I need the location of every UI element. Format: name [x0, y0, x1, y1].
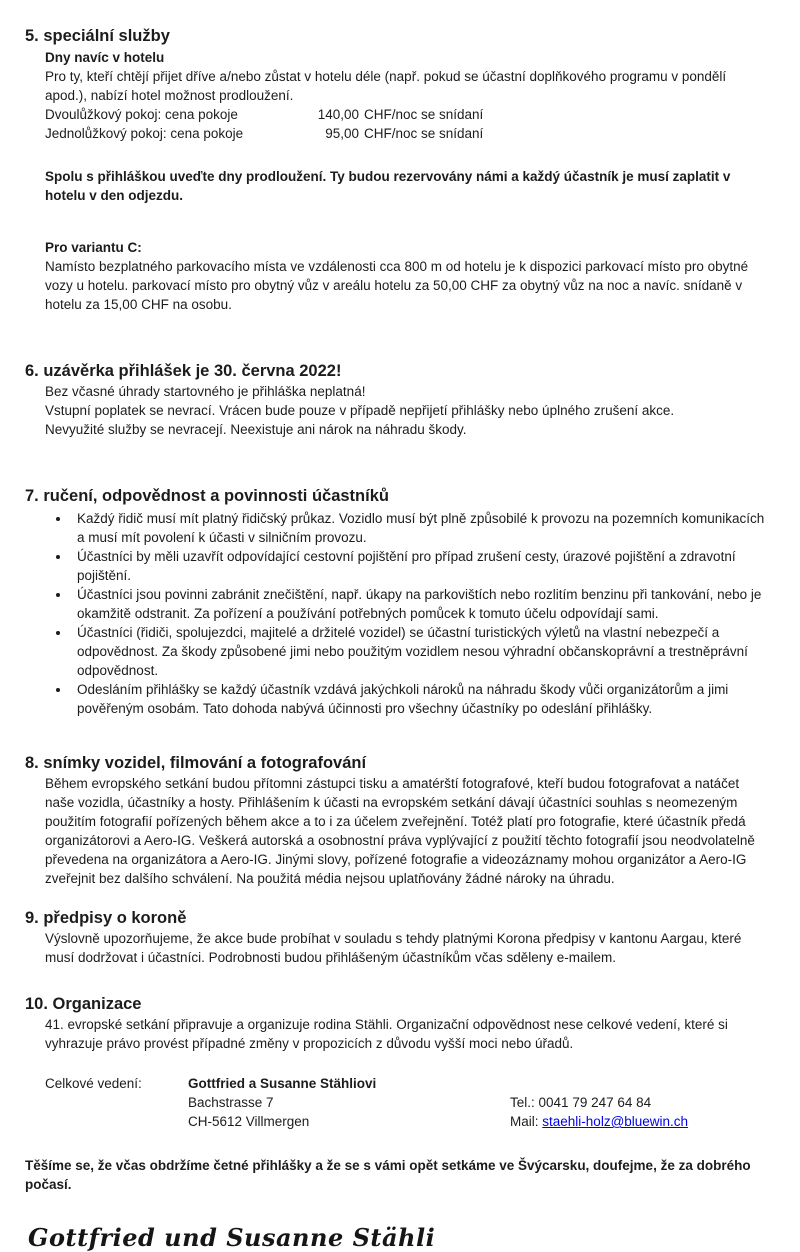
- tel-value: 0041 79 247 64 84: [538, 1095, 652, 1110]
- section-5-subheading: Dny navíc v hotelu: [45, 50, 165, 65]
- price-label: Dvoulůžkový pokoj: cena pokoje: [45, 107, 238, 122]
- mail-label: Mail:: [510, 1114, 539, 1129]
- contact-label: Celkové vedení:: [45, 1076, 142, 1091]
- section-9-heading: 9. předpisy o koroně: [25, 909, 187, 927]
- section-8: [25, 753, 770, 888]
- bullet-item: • Odesláním přihlášky se každý účastník vzdává jakýchkoli nároků na náhradu škody vůči organizátorům a jimi pověřeným osobám. Tato dohoda nabývá účinnosti pro všechny účastníky po odeslání přihlášky.: [71, 680, 770, 718]
- section-6: [25, 361, 770, 439]
- contact-address: [188, 1074, 510, 1131]
- section-5-heading: 5. speciální služby: [25, 27, 170, 45]
- section-6-line: Nevyužité služby se nevracejí. Neexistuje ani nárok na náhradu škody.: [45, 422, 467, 437]
- price-amount: 95,00: [325, 126, 359, 141]
- section-7: [25, 486, 770, 718]
- price-row-single: [45, 124, 770, 143]
- email-link[interactable]: staehli-holz@bluewin.ch: [542, 1114, 689, 1129]
- variant-c-text: Namísto bezplatného parkovacího místa ve vzdálenosti cca 800 m od hotelu je k dispozici parkovací místo pro obytné vozy u hotelu. parkovací místo pro obytný vůz v areálu hotelu za 50,00 CHF za obytný vůz na noc a navíc. snídaně v hotelu za 15,00 CHF na osobu.: [45, 259, 749, 312]
- section-6-line: Vstupní poplatek se nevrací. Vrácen bude pouze v případě nepřijetí přihlášky nebo úplného zrušení akce.: [45, 403, 675, 418]
- section-10-text: 41. evropské setkání připravuje a organizuje rodina Stähli. Organizační odpovědnost nese celkové vedení, které si vyhrazuje právo provést případné změny v propozicích z důvodu vyšší moci nebo úřadů.: [45, 1017, 728, 1051]
- contact-block: [45, 1074, 770, 1131]
- price-row-double: [45, 105, 770, 124]
- contact-phone-email: [510, 1074, 770, 1131]
- section-10: [25, 994, 770, 1131]
- price-unit: CHF/noc se snídaní: [364, 107, 484, 122]
- section-6-line: Bez včasné úhrady startovného je přihláška neplatná!: [45, 384, 366, 399]
- section-8-heading: 8. snímky vozidel, filmování a fotografování: [25, 754, 367, 772]
- section-7-heading: 7. ručení, odpovědnost a povinnosti účastníků: [25, 487, 389, 505]
- variant-c-heading: Pro variantu C:: [45, 240, 142, 255]
- contact-mail: [510, 1112, 770, 1131]
- bullet-item: • Účastníci jsou povinni zabránit znečištění, např. úkapy na parkovištích nebo rozlitím benzinu při tankování, nebo je okamžitě odstranit. Za pořízení a používání potřebných pomůcek k tomuto účelu odpovídají sami.: [71, 585, 770, 623]
- signature: Gottfried und Susanne Stähli: [28, 1223, 436, 1252]
- bullet-item: • Účastníci (řidiči, spolujezdci, majitelé a držitelé vozidel) se účastní turistických výletů na vlastní nebezpečí a odpovědnost. Za škody způsobené jimi nebo použitým vozidlem nesou výhradní občanskoprávní a trestněprávní odpovědnost.: [71, 623, 770, 680]
- section-9: [25, 908, 770, 967]
- price-label: Jednolůžkový pokoj: cena pokoje: [45, 126, 244, 141]
- price-amount: 140,00: [317, 107, 359, 122]
- contact-city: CH-5612 Villmergen: [188, 1114, 310, 1129]
- section-6-heading: 6. uzávěrka přihlášek je 30. června 2022!: [25, 362, 342, 380]
- section-10-heading: 10. Organizace: [25, 995, 142, 1013]
- tel-label: Tel.:: [510, 1095, 535, 1110]
- section-9-text: Výslovně upozorňujeme, že akce bude probíhat v souladu s tehdy platnými Korona předpisy v kantonu Aargau, které musí dodržovat i účastníci. Podrobnosti budou přihlášeným účastníkům včas sděleny e-mailem.: [45, 931, 742, 965]
- section-5-intro: Pro ty, kteří chtějí přijet dříve a/nebo zůstat v hotelu déle (např. pokud se účastní doplňkového programu v pondělí apod.), nabízí hotel možnost prodloužení.: [45, 69, 727, 103]
- closing-note: Těšíme se, že včas obdržíme četné přihlášky a že se s vámi opět setkáme ve Švýcarsku, doufejme, že za dobrého počasí.: [25, 1158, 751, 1192]
- section-5-bold-note: Spolu s přihláškou uveďte dny prodloužení. Ty budou rezervovány námi a každý účastník je musí zaplatit v hotelu v den odjezdu.: [45, 169, 731, 203]
- bullet-item: • Každý řidič musí mít platný řidičský průkaz. Vozidlo musí být plně způsobilé k provozu na pozemních komunikacích a musí mít povolení k účasti v silničním provozu.: [71, 509, 770, 547]
- price-unit: CHF/noc se snídaní: [364, 126, 484, 141]
- bullet-item: • Účastníci by měli uzavřít odpovídající cestovní pojištění pro případ zrušení cesty, úrazové pojištění a zdravotní pojištění.: [71, 547, 770, 585]
- section-7-bullet-list: [45, 509, 770, 718]
- section-5: [25, 26, 770, 314]
- section-8-text: Během evropského setkání budou přítomni zástupci tisku a amatérští fotografové, kteří budou fotografovat a natáčet naše vozidla, účastníky a hosty. Přihlášením k účasti na evropském setkání dávají účastníci souhlas s neomezeným použitím fotografií pořízených během akce a to i za účelem zveřejnění. Totéž platí pro fotografie, které účastník předá organizátorovi a Aero-IG. Veškerá autorská a osobnostní práva vyplývající z použití těchto fotografií jsou neodvolatelně převedena na organizátora a Aero-IG. Jinými slovy, pořízené fotografie a videozáznamy mohou organizátor a Aero-IG zveřejnit bez dalšího schválení. Na použitá média nejsou uplatňovány žádné nároky na úhradu.: [45, 776, 755, 886]
- contact-tel: [510, 1093, 770, 1112]
- contact-spacer: [510, 1074, 770, 1093]
- contact-name: Gottfried a Susanne Stähliovi: [188, 1076, 377, 1091]
- contact-street: Bachstrasse 7: [188, 1095, 274, 1110]
